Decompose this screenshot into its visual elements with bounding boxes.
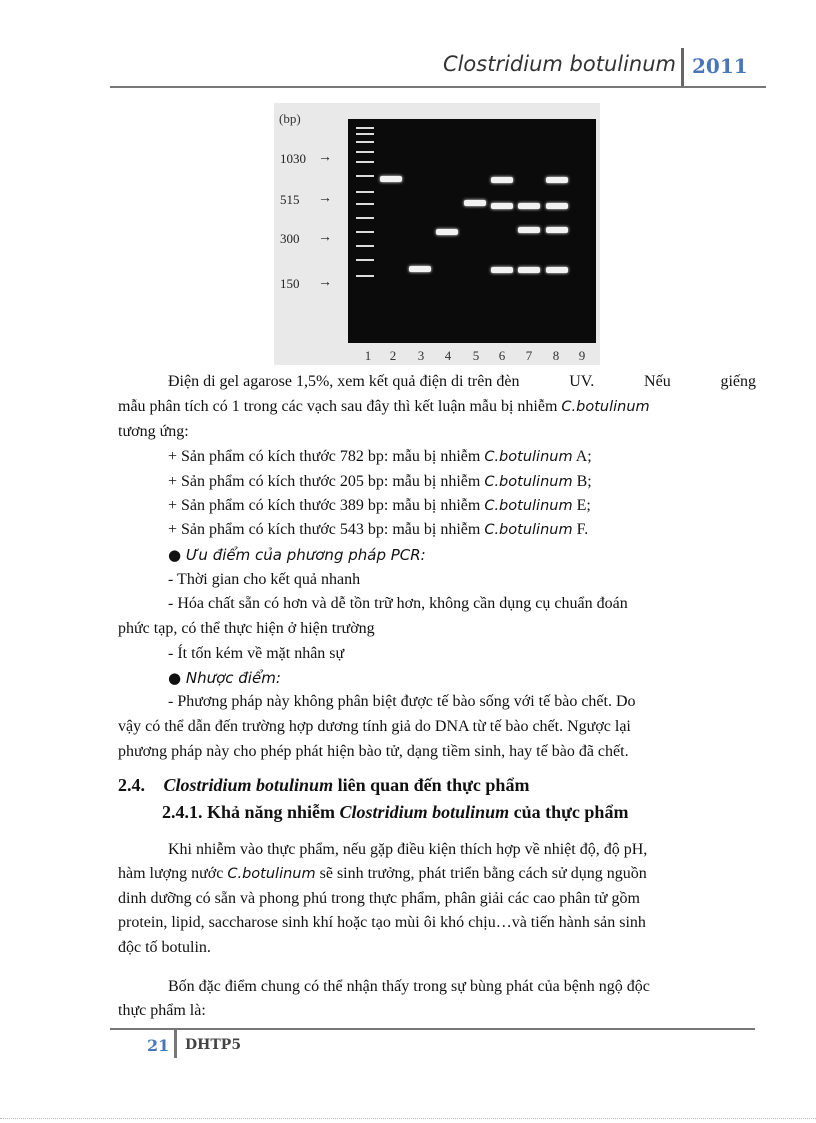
dna-band bbox=[518, 227, 540, 233]
dna-band bbox=[409, 266, 431, 272]
paragraph-line bbox=[168, 592, 756, 617]
marker-arrow-icon: → bbox=[318, 150, 332, 165]
ladder-band bbox=[356, 133, 374, 135]
list-item bbox=[168, 494, 591, 518]
lane-number: 1 bbox=[364, 348, 372, 363]
species-name: C.botulinum bbox=[484, 522, 573, 538]
list-item bbox=[168, 470, 592, 494]
ladder-band bbox=[356, 151, 374, 153]
species-name: C.botulinum bbox=[484, 498, 573, 514]
header-title: Clostridium botulinum bbox=[442, 52, 676, 76]
dna-band bbox=[380, 176, 402, 182]
paragraph-line bbox=[168, 838, 756, 863]
marker-arrow-icon: → bbox=[318, 275, 332, 290]
footer-rule bbox=[110, 1028, 755, 1030]
text-span: Khi nhiễm vào thực phẩm, nếu gặp điều kiện thích hợp về nhiệt độ, độ pH, bbox=[168, 841, 648, 858]
lane-number: 5 bbox=[472, 348, 480, 363]
paragraph-line bbox=[168, 690, 756, 715]
text-span: protein, lipid, saccharose sinh khí hoặc tạo mùi ôi khó chịu…và tiến hành sản sinh bbox=[118, 914, 646, 931]
paragraph-line: thực phẩm là: bbox=[118, 1002, 206, 1019]
paragraph-line bbox=[118, 911, 756, 936]
text-span: F. bbox=[572, 521, 589, 538]
ladder-band bbox=[356, 217, 374, 219]
marker-label: 515 bbox=[280, 192, 300, 207]
text-span: dinh dưỡng có sẵn và phong phú trong thực phẩm, phân giải các cao phân tử gồm bbox=[118, 890, 640, 907]
section-number: 2.4. bbox=[118, 775, 145, 795]
dna-band bbox=[464, 200, 486, 206]
lane-number: 7 bbox=[525, 348, 533, 363]
unit-label: (bp) bbox=[279, 111, 301, 126]
text-span: Điện di gel agarose 1,5%, xem kết quả điện di trên đèn bbox=[168, 373, 520, 390]
marker-label: 1030 bbox=[280, 151, 306, 166]
dna-band bbox=[546, 267, 568, 273]
page-bottom-border bbox=[0, 1118, 816, 1119]
paragraph-line: tương ứng: bbox=[118, 423, 189, 440]
dna-band bbox=[491, 267, 513, 273]
species-name: C.botulinum bbox=[227, 866, 316, 882]
ladder-band bbox=[356, 203, 374, 205]
subsection-heading bbox=[162, 802, 628, 823]
text-span: + Sản phẩm có kích thước 205 bp: mẫu bị nhiễm bbox=[168, 473, 485, 490]
list-item: - Thời gian cho kết quả nhanh bbox=[168, 571, 361, 588]
ladder-band bbox=[356, 127, 374, 129]
text-span: - Phương pháp này không phân biệt được tế bào sống với tế bào chết. Do bbox=[168, 693, 636, 710]
text-span: - Hóa chất sẵn có hơn và dễ tồn trữ hơn, không cần dụng cụ chuẩn đoán bbox=[168, 595, 628, 612]
paragraph-line: phức tạp, có thể thực hiện ở hiện trường bbox=[118, 620, 375, 637]
gel-image bbox=[348, 119, 596, 343]
header-year: 2011 bbox=[692, 54, 748, 78]
text-span: của thực phẩm bbox=[509, 802, 629, 822]
lane-number: 6 bbox=[498, 348, 506, 363]
ladder-band bbox=[356, 275, 374, 277]
dna-band bbox=[491, 203, 513, 209]
gel-electrophoresis-figure bbox=[274, 103, 600, 365]
ladder-band bbox=[356, 259, 374, 261]
species-name: C.botulinum bbox=[484, 449, 573, 465]
lane-number: 2 bbox=[389, 348, 397, 363]
text-span: mẫu phân tích có 1 trong các vạch sau đây thì kết luận mẫu bị nhiễm bbox=[118, 398, 558, 415]
ladder-band bbox=[356, 231, 374, 233]
ladder-band bbox=[356, 191, 374, 193]
text-span: A; bbox=[572, 448, 592, 465]
paragraph-line: độc tố botulin. bbox=[118, 939, 211, 956]
paragraph-line bbox=[118, 715, 756, 740]
dna-band bbox=[436, 229, 458, 235]
text-span: UV. bbox=[569, 373, 595, 390]
dna-band bbox=[546, 177, 568, 183]
paragraph-line bbox=[168, 370, 756, 395]
marker-label: 300 bbox=[280, 231, 300, 246]
paragraph-line: Bốn đặc điểm chung có thể nhận thấy trong sự bùng phát của bệnh ngộ độc bbox=[168, 978, 650, 995]
header-divider bbox=[681, 48, 684, 88]
lane-number: 4 bbox=[444, 348, 452, 363]
text-span: Nếu bbox=[644, 373, 671, 390]
list-item: - Ít tốn kém về mặt nhân sự bbox=[168, 645, 345, 662]
paragraph-line bbox=[118, 862, 647, 886]
marker-arrow-icon: → bbox=[318, 191, 332, 206]
ladder-band bbox=[356, 245, 374, 247]
section-heading bbox=[118, 775, 529, 796]
text-span: 2.4.1. Khả năng nhiễm bbox=[162, 802, 340, 822]
text-span: liên quan đến thực phẩm bbox=[333, 775, 530, 795]
text-span: + Sản phẩm có kích thước 389 bp: mẫu bị nhiễm bbox=[168, 497, 485, 514]
paragraph-line bbox=[118, 395, 650, 419]
species-name: C.botulinum bbox=[561, 399, 650, 415]
footer-label: DHTP5 bbox=[185, 1037, 242, 1053]
text-span: + Sản phẩm có kích thước 543 bp: mẫu bị nhiễm bbox=[168, 521, 485, 538]
advantages-heading: ● Ưu điểm của phương pháp PCR: bbox=[168, 546, 426, 564]
species-name: C.botulinum bbox=[484, 474, 573, 490]
ladder-band bbox=[356, 175, 374, 177]
ladder-band bbox=[356, 161, 374, 163]
text-span: sẽ sinh trưởng, phát triển bằng cách sử dụng nguồn bbox=[315, 865, 647, 882]
paragraph-line: phương pháp này cho phép phát hiện bào tử, dạng tiềm sinh, hay tế bào đã chết. bbox=[118, 743, 629, 760]
dna-band bbox=[518, 203, 540, 209]
header-rule bbox=[110, 86, 766, 88]
text-span: giếng bbox=[720, 373, 756, 390]
text-span: E; bbox=[572, 497, 591, 514]
footer-divider bbox=[174, 1030, 177, 1058]
list-item bbox=[168, 445, 592, 469]
list-item bbox=[168, 518, 588, 542]
marker-label: 150 bbox=[280, 276, 300, 291]
lane-number: 9 bbox=[578, 348, 586, 363]
lane-number: 8 bbox=[552, 348, 560, 363]
disadvantages-heading: ● Nhược điểm: bbox=[168, 669, 281, 687]
paragraph-line bbox=[118, 887, 756, 912]
text-span: vậy có thể dẫn đến trường hợp dương tính giả do DNA từ tế bào chết. Ngược lại bbox=[118, 718, 631, 735]
dna-band bbox=[546, 227, 568, 233]
text-span: B; bbox=[572, 473, 592, 490]
text-span: + Sản phẩm có kích thước 782 bp: mẫu bị nhiễm bbox=[168, 448, 485, 465]
page-number: 21 bbox=[147, 1036, 170, 1055]
text-span: hàm lượng nước bbox=[118, 865, 228, 882]
dna-band bbox=[518, 267, 540, 273]
species-name: Clostridium botulinum bbox=[163, 775, 334, 795]
marker-arrow-icon: → bbox=[318, 230, 332, 245]
dna-band bbox=[491, 177, 513, 183]
dna-band bbox=[546, 203, 568, 209]
ladder-band bbox=[356, 141, 374, 143]
species-name: Clostridium botulinum bbox=[339, 802, 510, 822]
lane-number: 3 bbox=[417, 348, 425, 363]
